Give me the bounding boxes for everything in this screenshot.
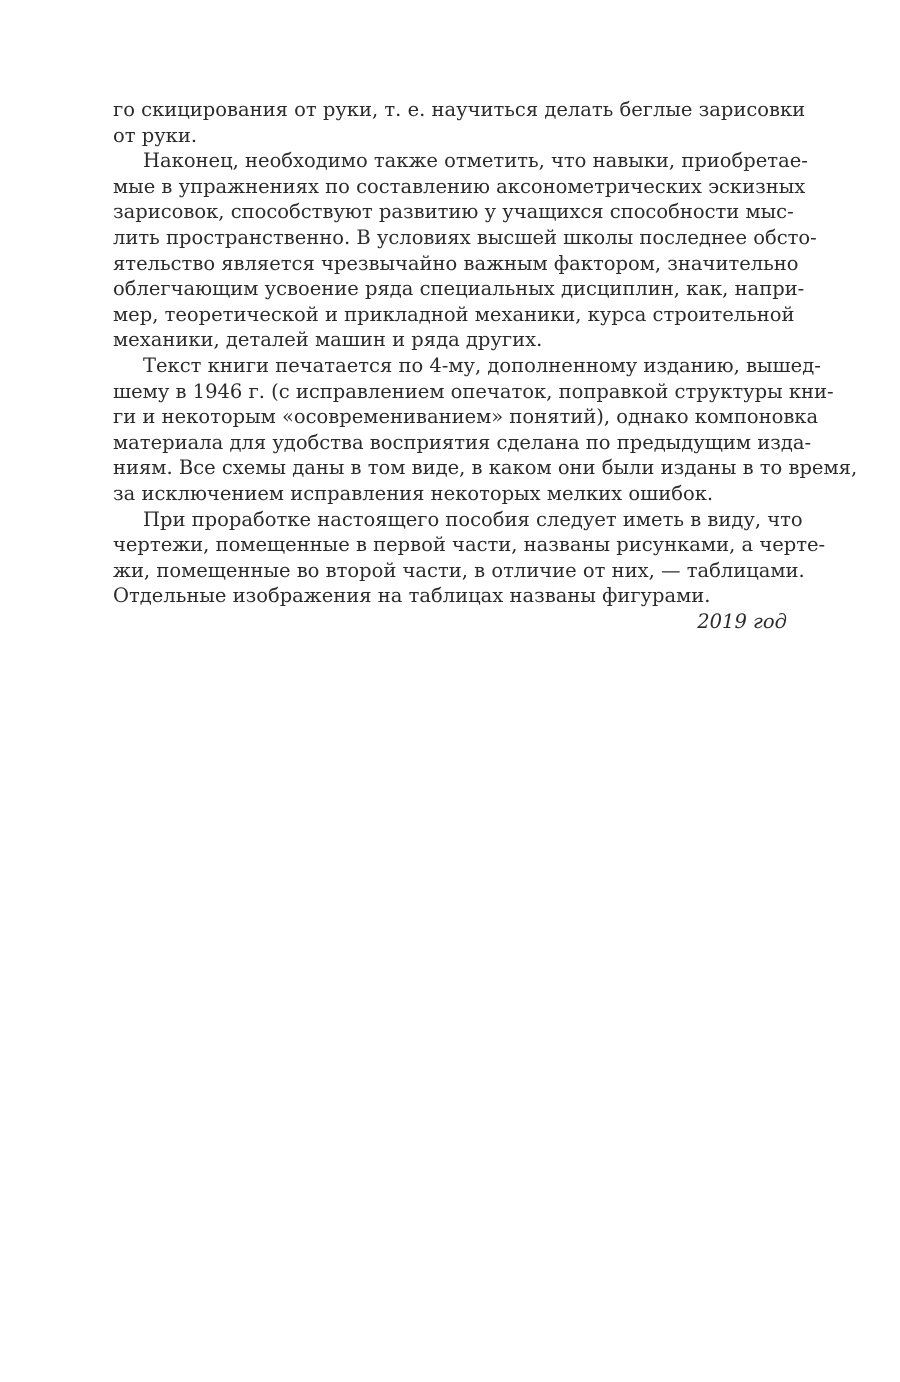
- paragraph-2-line-3: зарисовок, способствуют развитию у учащихся способности мыс-: [113, 200, 794, 224]
- paragraph-1-line-2: от руки.: [113, 123, 198, 147]
- paragraph-2-line-7: мер, теоретической и прикладной механики, курса строительной: [113, 302, 795, 326]
- paragraph-3-line-2: шему в 1946 г. (с исправлением опечаток, поправкой структуры кни-: [113, 379, 834, 403]
- paragraph-3-line-4: материала для удобства восприятия сделана по предыдущим изда-: [113, 430, 812, 454]
- paragraph-3-line-3: ги и некоторым «осовремениванием» понятий), однако компоновка: [113, 405, 819, 429]
- paragraph-2-line-5: ятельство является чрезвычайно важным фактором, значительно: [113, 251, 799, 275]
- paragraph-2-line-1: Наконец, необходимо также отметить, что навыки, приобретае-: [143, 149, 808, 173]
- paragraph-2-line-2: мые в упражнениях по составлению аксонометрических эскизных: [113, 174, 806, 198]
- paragraph-1-line-1: го скицирования от руки, т. е. научиться делать беглые зарисовки: [113, 98, 806, 121]
- paragraph-3-line-5: ниям. Все схемы даны в том виде, в каком они были изданы в то время,: [113, 456, 858, 480]
- paragraph-2-line-8: механики, деталей машин и ряда других.: [113, 328, 543, 352]
- paragraph-2-line-4: лить пространственно. В условиях высшей школы последнее обсто-: [113, 225, 817, 249]
- body-text: [113, 97, 858, 634]
- paragraph-3-line-1: Текст книги печатается по 4-му, дополненному изданию, вышед-: [143, 353, 821, 377]
- signature-year: 2019 год: [697, 609, 787, 633]
- paragraph-4-line-4: Отдельные изображения на таблицах названы фигурами.: [113, 584, 711, 608]
- paragraph-4-line-1: При проработке настоящего пособия следует иметь в виду, что: [143, 507, 803, 531]
- paragraph-4-line-2: чертежи, помещенные в первой части, названы рисунками, а черте-: [113, 533, 826, 557]
- paragraph-4-line-3: жи, помещенные во второй части, в отличие от них, — таблицами.: [113, 558, 805, 582]
- paragraph-2-line-6: облегчающим усвоение ряда специальных дисциплин, как, напри-: [113, 277, 805, 301]
- paragraph-3-line-6: за исключением исправления некоторых мелких ошибок.: [113, 481, 714, 505]
